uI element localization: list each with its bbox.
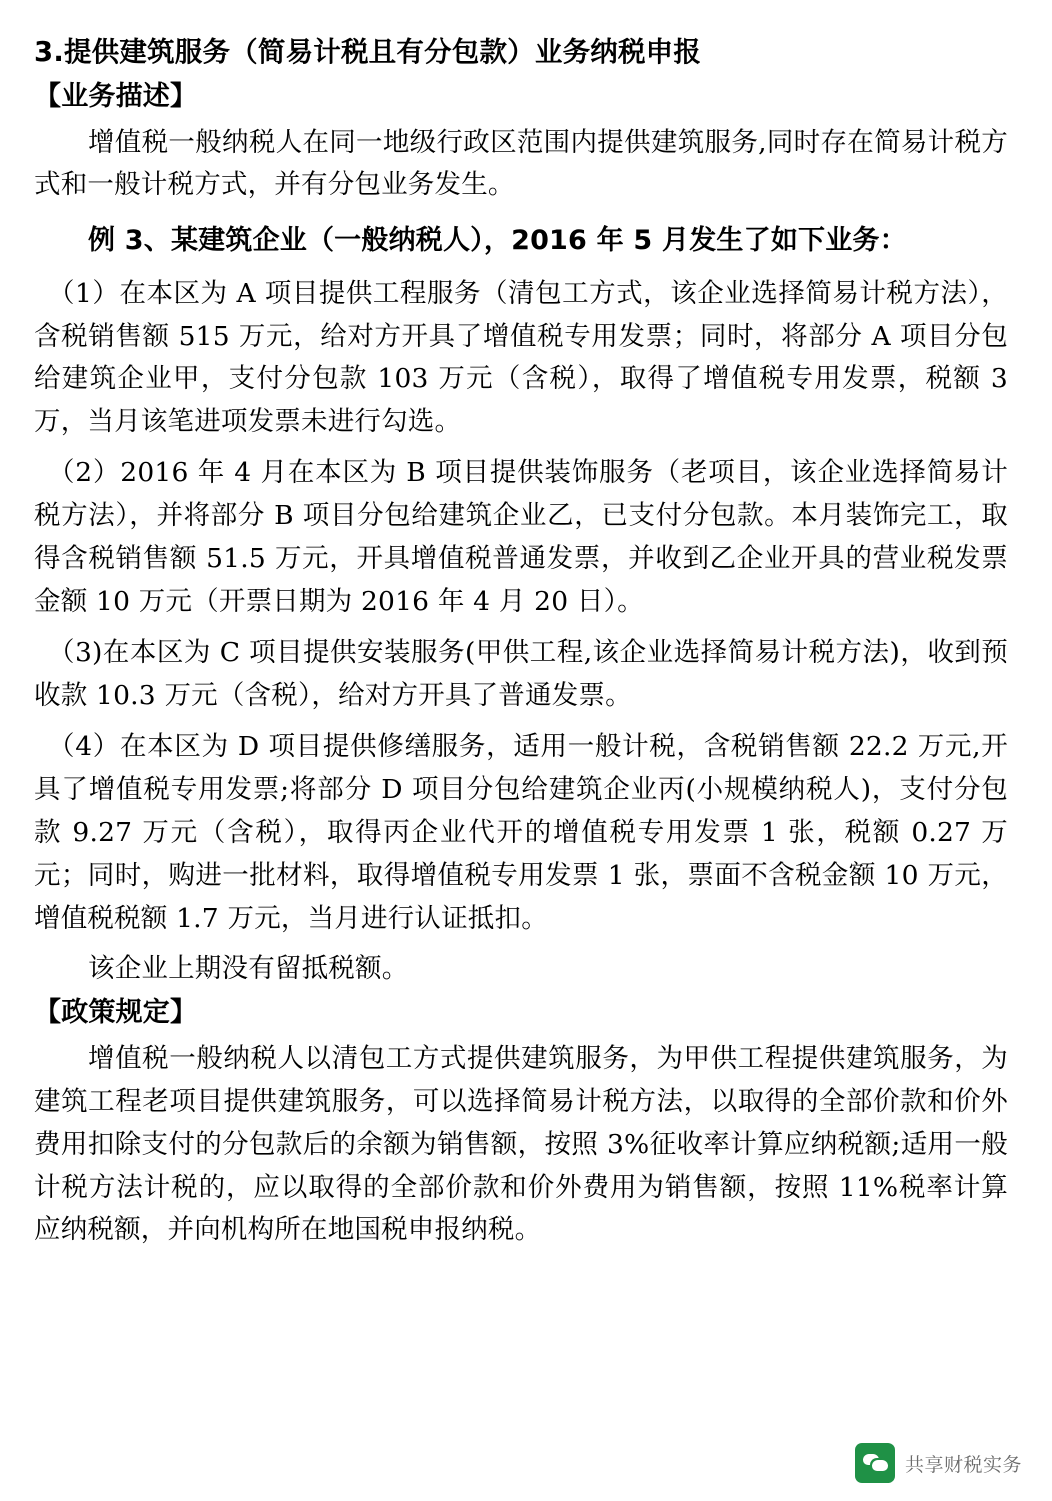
paragraph-policy: 增值税一般纳税人以清包工方式提供建筑服务，为甲供工程提供建筑服务，为建筑工程老项目提供建筑服务，可以选择简易计税方法，以取得的全部价款和价外费用扣除支付的分包款后的余额为销售额，按照 3%征收率计算应纳税额;适用一般计税方法计税的，应以取得的全部价款和价外费用为销售额，按照 11%税率计算应纳税额，并向机构所在地国税申报纳税。 [34, 1042, 1008, 1246]
example-item-2: （2）2016 年 4 月在本区为 B 项目提供装饰服务（老项目，该企业选择简易计税方法），并将部分 B 项目分包给建筑企业乙，已支付分包款。本月装饰完工，取得含税销售额 51.5 万元，开具增值税普通发票，并收到乙企业开具的营业税发票金额 10 万元（开票日期为 2016 年 4 月 20 日）。 [34, 457, 1008, 618]
example-title: 例 3、某建筑企业（一般纳税人），2016 年 5 月发生了如下业务： [88, 225, 907, 257]
wechat-icon [855, 1443, 895, 1483]
paragraph-business-description: 增值税一般纳税人在同一地级行政区范围内提供建筑服务,同时存在简易计税方式和一般计税方式，并有分包业务发生。 [34, 126, 1008, 201]
example-item-4: （4）在本区为 D 项目提供修缮服务，适用一般计税，含税销售额 22.2 万元,开具了增值税专用发票;将部分 D 项目分包给建筑企业丙(小规模纳税人)，支付分包款 9.27 万元（含税），取得丙企业代开的增值税专用发票 1 张，税额 0.27 万元；同时，购进一批材料，取得增值税专用发票 1 张，票面不含税金额 10 万元，增值税税额 1.7 万元，当月进行认证抵扣。 [34, 730, 1008, 934]
example-closing: 该企业上期没有留抵税额。 [88, 953, 409, 985]
watermark [855, 1443, 1022, 1483]
example-item-1: （1）在本区为 A 项目提供工程服务（清包工方式，该企业选择简易计税方法），含税销售额 515 万元，给对方开具了增值税专用发票；同时，将部分 A 项目分包给建筑企业甲，支付分包款 103 万元（含税），取得了增值税专用发票，税额 3 万，当月该笔进项发票未进行勾选。 [34, 277, 1008, 438]
watermark-text: 共享财税实务 [904, 1453, 1022, 1476]
page-title: 3.提供建筑服务（简易计税且有分包款）业务纳税申报 [34, 36, 702, 68]
section-label-business-description: 【业务描述】 [34, 81, 198, 113]
example-item-3: （3)在本区为 C 项目提供安装服务(甲供工程,该企业选择简易计税方法)，收到预收款 10.3 万元（含税），给对方开具了普通发票。 [34, 636, 1008, 711]
section-label-policy: 【政策规定】 [34, 997, 198, 1029]
